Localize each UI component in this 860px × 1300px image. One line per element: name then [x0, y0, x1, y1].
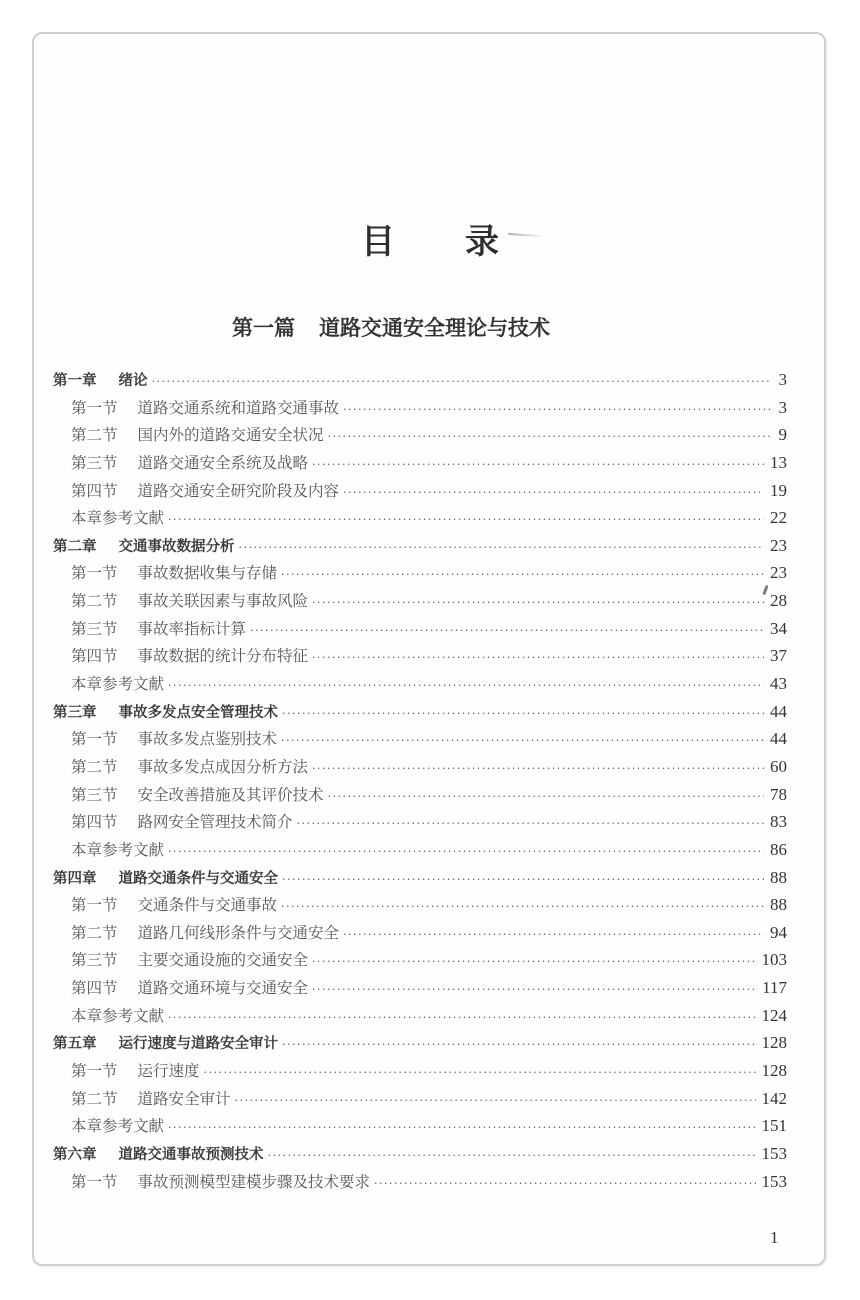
dot-leader	[168, 1114, 755, 1142]
table-of-contents	[53, 366, 787, 1195]
part-number: 第一篇	[232, 316, 295, 340]
toc-entry-chapter[interactable]	[53, 366, 787, 394]
toc-entry-chapter[interactable]	[53, 1140, 787, 1168]
toc-page-number: 34	[770, 618, 787, 638]
toc-page-number: 37	[770, 646, 787, 666]
toc-entry-refs[interactable]	[53, 836, 787, 864]
toc-page-number: 23	[770, 563, 787, 583]
toc-page-number: 23	[770, 535, 787, 555]
toc-page-number: 28	[770, 591, 787, 611]
toc-page-number: 78	[770, 784, 787, 804]
dot-leader	[168, 838, 764, 866]
section-title: 道路几何线形条件与交通安全	[137, 923, 340, 942]
dot-leader	[281, 561, 764, 589]
toc-entry-section[interactable]	[53, 642, 787, 670]
dot-leader	[374, 1170, 755, 1198]
section-title: 事故数据收集与存储	[137, 564, 278, 583]
chapter-number: 第五章	[53, 1036, 97, 1053]
dot-leader	[343, 479, 764, 507]
page-title	[0, 214, 860, 263]
dot-leader	[168, 1004, 755, 1032]
toc-page-number: 103	[761, 950, 787, 970]
section-number: 第一节	[71, 730, 118, 749]
chapter-title: 道路交通条件与交通安全	[118, 870, 278, 887]
toc-page-number: 83	[770, 812, 787, 832]
section-title: 安全改善措施及其评价技术	[137, 785, 324, 804]
toc-entry-section[interactable]	[53, 891, 787, 919]
chapter-number: 第二章	[53, 538, 97, 555]
chapter-number: 第六章	[53, 1146, 97, 1163]
section-title: 事故预测模型建模步骤及技术要求	[137, 1172, 371, 1191]
toc-page-number: 44	[770, 729, 787, 749]
refs-title: 本章参考文献	[71, 1117, 165, 1136]
dot-leader	[312, 755, 764, 783]
toc-page-number: 124	[761, 1005, 787, 1025]
dot-leader	[312, 589, 764, 617]
page-number: 1	[770, 1228, 779, 1247]
toc-page-number: 3	[778, 370, 787, 389]
section-number: 第一节	[71, 896, 118, 915]
section-number: 第三节	[71, 619, 118, 638]
section-title: 交通条件与交通事故	[137, 896, 278, 915]
dot-leader	[282, 866, 764, 894]
part-heading	[232, 312, 550, 342]
toc-entry-section[interactable]	[53, 421, 787, 449]
section-title: 路网安全管理技术简介	[137, 813, 293, 832]
dot-leader	[250, 617, 764, 645]
dot-leader	[312, 644, 764, 672]
section-title: 道路交通安全系统及战略	[137, 453, 309, 472]
toc-entry-section[interactable]	[53, 587, 787, 615]
section-number: 第三节	[71, 951, 118, 970]
toc-entry-section[interactable]	[53, 394, 787, 422]
title-char-left: 目	[361, 222, 395, 262]
toc-entry-section[interactable]	[53, 559, 787, 587]
toc-page-number: 153	[761, 1143, 787, 1163]
toc-entry-section[interactable]	[53, 449, 787, 477]
section-number: 第四节	[71, 647, 118, 666]
refs-title: 本章参考文献	[71, 840, 165, 859]
section-title: 事故数据的统计分布特征	[137, 647, 309, 666]
section-number: 第三节	[71, 785, 118, 804]
toc-page-number: 44	[770, 701, 787, 721]
toc-entry-section[interactable]	[53, 477, 787, 505]
section-title: 主要交通设施的交通安全	[137, 951, 309, 970]
toc-page-number: 142	[761, 1088, 787, 1108]
toc-page-number: 43	[770, 674, 787, 694]
refs-title: 本章参考文献	[71, 1006, 165, 1025]
section-title: 国内外的道路交通安全状况	[137, 426, 324, 445]
dot-leader	[281, 893, 764, 921]
toc-entry-section[interactable]	[53, 946, 787, 974]
dot-leader	[239, 534, 765, 562]
part-name: 道路交通安全理论与技术	[319, 316, 550, 340]
toc-entry-chapter[interactable]	[53, 532, 787, 560]
toc-entry-section[interactable]	[53, 753, 787, 781]
section-number: 第一节	[71, 1062, 118, 1081]
dot-leader	[168, 506, 764, 534]
dot-leader	[328, 783, 764, 811]
toc-page-number: 22	[770, 508, 787, 528]
toc-page-number: 128	[761, 1061, 787, 1081]
section-number: 第四节	[71, 979, 118, 998]
section-title: 事故关联因素与事故风险	[137, 592, 309, 611]
toc-entry-chapter[interactable]	[53, 698, 787, 726]
section-title: 道路交通系统和道路交通事故	[137, 398, 340, 417]
section-title: 事故率指标计算	[137, 619, 247, 638]
toc-page-number: 9	[778, 425, 787, 445]
toc-page-number: 86	[770, 839, 787, 859]
dot-leader	[204, 1059, 756, 1087]
section-title: 事故多发点鉴别技术	[137, 730, 278, 749]
toc-page-number: 117	[762, 978, 787, 998]
dot-leader	[152, 368, 772, 396]
dot-leader	[282, 1031, 756, 1059]
toc-entry-section[interactable]	[53, 725, 787, 753]
toc-entry-section[interactable]	[53, 615, 787, 643]
chapter-title: 道路交通事故预测技术	[118, 1146, 264, 1163]
toc-entry-section[interactable]	[53, 1057, 787, 1085]
section-number: 第一节	[71, 398, 118, 417]
chapter-number: 第一章	[53, 373, 97, 389]
chapter-title: 交通事故数据分析	[118, 538, 235, 555]
section-title: 道路交通安全研究阶段及内容	[137, 481, 340, 500]
dot-leader	[297, 810, 764, 838]
toc-entry-section[interactable]	[53, 1168, 787, 1196]
dot-leader	[312, 948, 755, 976]
section-number: 第三节	[71, 453, 118, 472]
section-number: 第二节	[71, 923, 118, 942]
dot-leader	[328, 423, 771, 451]
toc-entry-section[interactable]	[53, 974, 787, 1002]
toc-page-number: 13	[770, 452, 787, 472]
title-char-right: 录	[465, 222, 499, 262]
toc-entry-refs[interactable]	[53, 1112, 787, 1140]
dot-leader	[168, 672, 764, 700]
toc-page-number: 19	[770, 480, 787, 500]
section-number: 第二节	[71, 426, 118, 445]
toc-entry-section[interactable]	[53, 1085, 787, 1113]
toc-entry-refs[interactable]	[53, 670, 787, 698]
chapter-title: 运行速度与道路安全审计	[118, 1036, 278, 1053]
toc-page-number: 151	[761, 1116, 787, 1136]
toc-entry-section[interactable]	[53, 808, 787, 836]
refs-title: 本章参考文献	[71, 509, 165, 528]
toc-page-number: 60	[770, 756, 787, 776]
section-title: 道路安全审计	[137, 1089, 231, 1108]
chapter-number: 第三章	[53, 704, 97, 721]
section-number: 第四节	[71, 481, 118, 500]
section-number: 第一节	[71, 564, 118, 583]
toc-page-number: 88	[770, 867, 787, 887]
toc-entry-refs[interactable]	[53, 504, 787, 532]
toc-entry-refs[interactable]	[53, 1002, 787, 1030]
chapter-number: 第四章	[53, 870, 97, 887]
toc-entry-chapter[interactable]	[53, 864, 787, 892]
chapter-title: 事故多发点安全管理技术	[118, 704, 278, 721]
dot-leader	[312, 451, 764, 479]
toc-entry-section[interactable]	[53, 919, 787, 947]
section-number: 第二节	[71, 757, 118, 776]
toc-page-number: 3	[778, 397, 787, 417]
section-number: 第二节	[71, 1089, 118, 1108]
section-number: 第一节	[71, 1172, 118, 1191]
dot-leader	[282, 700, 764, 728]
toc-page-number: 153	[761, 1171, 787, 1191]
toc-entry-chapter[interactable]	[53, 1029, 787, 1057]
toc-entry-section[interactable]	[53, 781, 787, 809]
chapter-title: 绪论	[118, 373, 148, 389]
dot-leader	[343, 921, 764, 949]
toc-page-number: 128	[761, 1033, 787, 1053]
refs-title: 本章参考文献	[71, 675, 165, 694]
dot-leader	[343, 396, 771, 424]
dot-leader	[268, 1142, 756, 1170]
dot-leader	[235, 1087, 756, 1115]
dot-leader	[312, 976, 756, 1004]
section-number: 第四节	[71, 813, 118, 832]
toc-page-number: 88	[770, 895, 787, 915]
section-title: 运行速度	[137, 1062, 200, 1081]
section-number: 第二节	[71, 592, 118, 611]
section-title: 道路交通环境与交通安全	[137, 979, 309, 998]
section-title: 事故多发点成因分析方法	[137, 757, 309, 776]
dot-leader	[281, 727, 764, 755]
toc-page-number: 94	[770, 922, 787, 942]
